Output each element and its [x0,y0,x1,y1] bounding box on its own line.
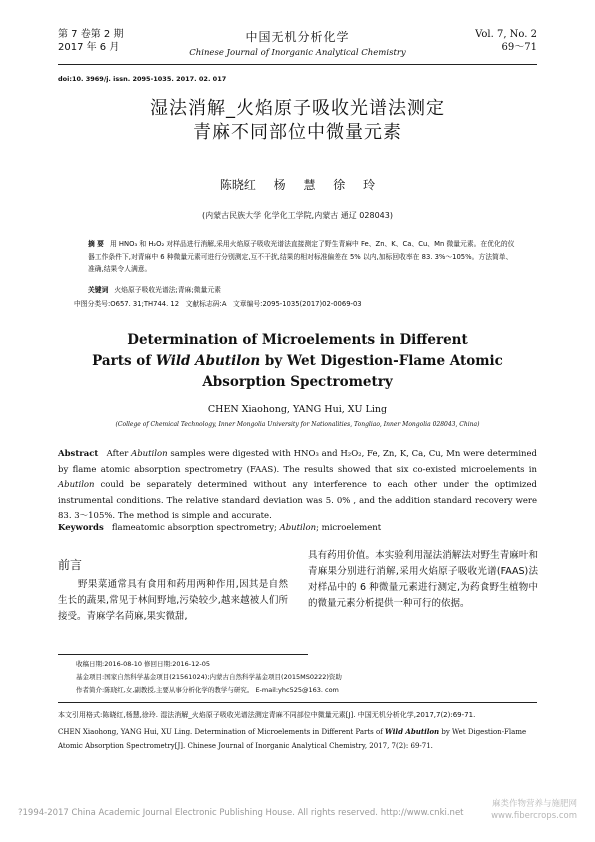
citation [58,708,537,754]
title-cn: 湿法消解_火焰原子吸收光谱法测定 青麻不同部位中微量元素 [150,98,445,143]
keywords-cn: 关键词 火焰原子吸收光谱法;青麻;微量元素 [88,286,221,294]
affiliation-cn: (内蒙古民族大学 化学化工学院,内蒙古 通辽 028043) [202,211,393,220]
header-journal [160,28,435,58]
header-rule [58,64,537,65]
journal-name-cn: 中国无机分析化学 [245,30,350,44]
citation-rule [58,702,537,703]
citation-cn: 本文引用格式:陈晓红,杨慧,徐玲. 湿法消解_火焰原子吸收光谱法测定青麻不同部位中微量元素[J]. 中国无机分析化学,2017,7(2):69-71. [58,711,476,719]
authors-cn: 陈晓红 杨 慧 徐 玲 [219,178,376,192]
footer-copyright: ?1994-2017 China Academic Journal Electronic Publishing House. All rights reserved. http://www.cnki.net [18,808,464,818]
classification-line: 中图分类号:O657. 31;TH744. 12 文献标志码:A 文章编号:2095-1035(2017)02-0069-03 [74,300,362,308]
abstract-cn-label: 摘 要 [88,240,104,248]
keywords-en: Keywords flameatomic absorption spectrometry; Abutilon; microelement [58,523,382,533]
journal-name-en: Chinese Journal of Inorganic Analytical Chemistry [189,48,406,58]
footnote: 收稿日期:2016-08-10 修回日期:2016-12-05 基金项目:国家自然科学基金项目(21561024);内蒙古自然科学基金项目(2015MS0222)资助 作者简介:陈晓红,女,副教授,主要从事分析化学的教学与研究。 E-mail:yhc525@163. com [76,660,342,694]
abstract-cn-text: 用 HNO₃ 和 H₂O₂ 对样品进行消解,采用火焰原子吸收光谱法直接测定了野生青麻中 Fe、Zn、K、Ca、Cu、Mn 微量元素。在优化的仪器工作条件下,对青麻中 6 种微量元素可进行分别测定,互不干扰,结果的相对标准偏差在 5% 以内,加标回收率在 83. 3%～105%。方法简单、准确,结果令人满意。 [88,240,515,273]
footnote-rule [58,654,308,655]
affiliation-en: (College of Chemical Technology, Inner Mongolia University for Nationalities, Tongliao, Inner Mongolia 028043, China) [115,421,480,428]
intro-right-column: 具有药用价值。本实验利用湿法消解法对野生青麻叶和青麻果分别进行消解,采用火焰原子吸收光谱(FAAS)法对样品中的 6 种微量元素进行测定,为药食野生植物中的微量元素分析提供一种可行的依据。 [308,550,538,609]
abstract-cn [88,238,517,276]
title-en: Determination of Microelements in Different Parts of Wild Abutilon by Wet Digestion-Flame Atomic Absorption Spectrometry [92,332,503,390]
authors-en: CHEN Xiaohong, YANG Hui, XU Ling [207,404,388,415]
header-volume-en: Vol. 7, No. 2 69～71 [475,29,537,53]
section-title-intro: 前言 [58,558,83,572]
header-volume-cn: 第 7 卷第 2 期 2017 年 6 月 [58,29,124,53]
footer-watermark: 麻类作物营养与施肥网 www.fibercrops.com [491,799,577,821]
abstract-en-label: Abstract [58,449,99,459]
abstract-en: Abstract After Abutilon samples were digested with HNO₃ and H₂O₂, Fe, Zn, K, Ca, Cu, Mn were determined by flame atomic absorption spectrometry (FAAS). The results showed that six co-existed microelements in Abutilon could be separately determined without any interference to each other under the optimized instrumental conditions. The relative standard deviation was 5. 0% , and the addition standard recovery were 83. 3～105%. The method is simple and accurate. [58,449,537,521]
doi: doi:10. 3969/j. issn. 2095-1035. 2017. 02. 017 [58,75,227,83]
intro-left-column: 野果菜通常具有食用和药用两种作用,因其是自然生长的蔬果,常见于林间野地,污染较少,越来越被人们所接受。青麻学名苘麻,果实微甜, [58,579,288,622]
citation-en: CHEN Xiaohong, YANG Hui, XU Ling. Determination of Microelements in Different Parts of Wild Abutilon by Wet Digestion-Flame Atomic Absorption Spectrometry[J]. Chinese Journal of Inorganic Analytical Chemistry, 2017, 7(2): 69-71. [58,726,527,750]
